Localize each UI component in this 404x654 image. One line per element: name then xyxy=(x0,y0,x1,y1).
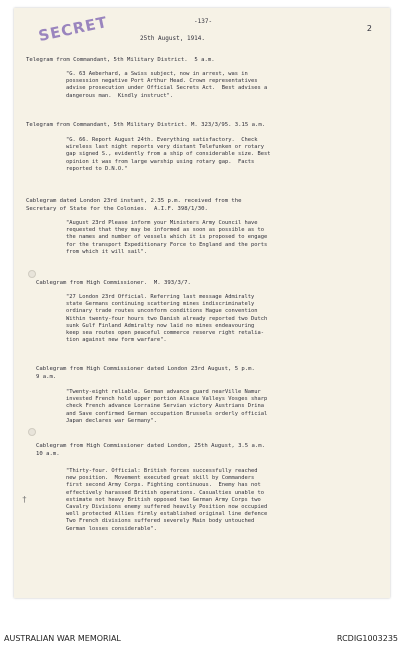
punch-hole xyxy=(28,428,36,436)
corner-mark: 2 xyxy=(366,24,372,33)
entry-body: "August 23rd Please inform your Ministers Army Council have requested that they may be informed as soon as possible as to the names and number of vessels which it is proposed to engage for the transport Expeditionary Force to England and the ports from which it will sail". xyxy=(66,220,268,255)
footer-record-id: RCDIG1003235 xyxy=(336,634,398,643)
entry-body: "Twenty-eight reliable. German advance guard nearVille Namur invested French hold upper portion Alsace Valleys Vosges sharp check French advance Lorraine Servian victory Austrians Drina and Save confirmed German occupation Brussels orderly official Japan declares war Germany". xyxy=(66,389,268,424)
secret-stamp: SECRET xyxy=(36,12,110,46)
entry-body: "G. 66. Report August 24th. Everything satisfactory. Check wireless last night reports very distant Telefunken or rotary gap signed S., evidently from a ship of considerable size. Best opinion it was from large warship using rotary gap. Facts reported to D.N.O." xyxy=(66,137,271,172)
page-number: -137- xyxy=(194,18,213,25)
entry-heading: Cablegram from High Commissioner dated London 23rd August, 5 p.m. 9 a.m. xyxy=(36,366,255,380)
margin-mark: † xyxy=(22,495,27,504)
document-date: 25th August, 1914. xyxy=(140,35,206,42)
entry-body: "G. 63 Aeberhard, a Swiss subject, now in arrest, was in possession negative Port Arthur Head. Crown representatives advise prosecution under Official Secrets Act. Best advises a dangerous man. Kindly instruct". xyxy=(66,71,268,99)
entry-heading: Cablegram from High Commissioner. M. 393/3/7. xyxy=(36,280,191,286)
entry-body: "Thirty-four. Official: British forces successfully reached new position. Movement executed great skill by Commanders first second Army Corps. Fighting continuous. Enemy has not effectively harassed British operations. Casualties unable to estimate not heavy British opposed two German Army Corps two Cavalry Divisions enemy suffered heavily Position now occupied well protected Allies firmly established original line defence Two French divisions suffered severely Main body untouched German losses considerable". xyxy=(66,468,268,532)
entry-heading: Telegram from Commandant, 5th Military District. M. 323/3/95. 3.15 a.m. xyxy=(26,122,266,128)
entry-heading: Telegram from Commandant, 5th Military District. 5 a.m. xyxy=(26,57,215,63)
entry-body: "27 London 23rd Official. Referring last message Admiralty state Germans continuing scattering mines indiscriminately ordinary trade routes unconform conditions Hague convention Within twenty-four hours two Danish already reported two Dutch sunk Gulf Finland Admiralty now laid no mines endeavouring keep sea routes open peaceful commerce reserve right retalia- tion against new form warfare". xyxy=(66,294,268,344)
document-page xyxy=(14,8,390,598)
punch-hole xyxy=(28,270,36,278)
entry-heading: Cablegram from High Commissioner dated London, 25th August, 3.5 a.m. 10 a.m. xyxy=(36,443,266,457)
footer-institution: AUSTRALIAN WAR MEMORIAL xyxy=(4,634,121,643)
entry-heading: Cablegram dated London 23rd instant, 2.35 p.m. received from the Secretary of State for the Colonies. A.I.F. 398/1/30. xyxy=(26,198,242,212)
archive-footer xyxy=(0,624,404,654)
